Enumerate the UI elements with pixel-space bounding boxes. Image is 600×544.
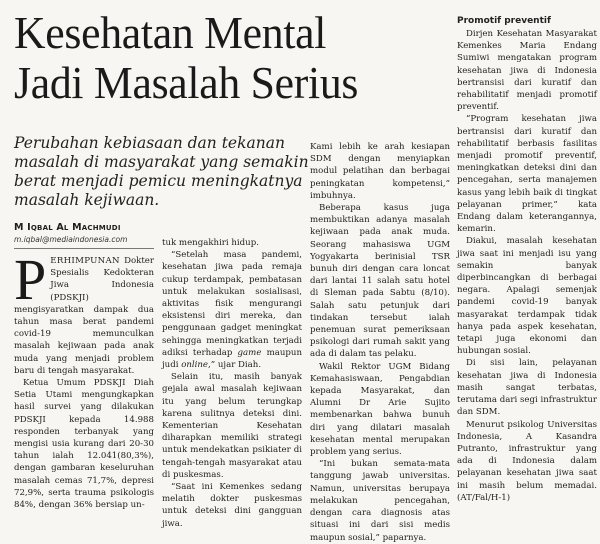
paragraph: Di sisi lain, pelayanan kesehatan jiwa di Indonesia masih sangat terbatas, terutama dari segi infrastruktur dan SDM. — [457, 358, 597, 418]
headline-line-1: Kesehatan Mental — [14, 7, 327, 58]
paragraph: “Program kesehatan jiwa bertransisi dari kuratif dan rehabilitatif berbasis fasilitas menjadi promotif preventif, meningkatkan deteksi dini dan pencegahan, serta manajemen kasus yang lebih baik di tingkat pelayanan primer,” kata Endang dalam keterangannya, kemarin. — [457, 114, 597, 235]
lead-paragraph — [14, 247, 154, 377]
paragraph: Diakui, masalah kesehatan jiwa saat ini menjadi isu yang semakin banyak diperbincangkan di berbagai negara. Apalagi semenjak pandemi covid-19 banyak masyarakat terdampak tidak hanya pada aspek kesehatan, tetapi juga ekonomi dan hubungan sosial. — [457, 236, 597, 357]
column-4 — [457, 15, 597, 504]
paragraph: Wakil Rektor UGM Bidang Kemahasiswaan, Pengabdian kepada Masyarakat, dan Alumni Dr Arie Sujito membenarkan bahwa bunuh diri yang dilatari masalah kesehatan mental merupakan problem yang serius. — [310, 361, 450, 458]
column-1 — [14, 247, 154, 511]
paragraph: Dirjen Kesehatan Masyarakat Kemenkes Maria Endang Sumiwi mengatakan program kesehatan jiwa di Indonesia bertransisi dari kuratif dan rehabilitatif menjadi promotif preventif. — [457, 29, 597, 113]
lead-text: Dokter Spesialis Kedokteran Jiwa Indonesia (PDSKJI) mengisyaratkan dampak dua tahun masa berat pandemi covid-19 memunculkan masalah kejiwaan pada anak muda yang menjadi problem baru di tengah masyarakat. — [14, 256, 154, 376]
paragraph: “Saat ini Kemenkes sedang melatih dokter puskesmas untuk deteksi dini gangguan jiwa. — [162, 482, 302, 529]
paragraph: Kami lebih ke arah kesiapan SDM dengan menyiapkan modul pelatihan dan berbagai peningkatan kompetensi,” imbuhnya. — [310, 142, 450, 201]
lead-caps: ERHIMPUNAN — [50, 256, 120, 266]
paragraph: Menurut psikolog Universitas Indonesia, A Kasandra Putranto, infrastruktur yang ada di Indonesia dalam pelayanan kesehatan jiwa saat ini masih belum memadai. (AT/Fal/H-1) — [457, 419, 597, 503]
author-email: m.iqbal@mediaindonesia.com — [14, 235, 128, 244]
section-subhead: Promotif preventif — [457, 16, 551, 26]
paragraph: Selain itu, masih banyak gejala awal masalah kejiwaan itu yang belum terungkap karena sulitnya deteksi dini. Kementerian Kesehatan diharapkan memiliki strategi untuk mendekatkan psikiater di tengah-tengah masyarakat atau di puskesmas. — [162, 372, 302, 480]
paragraph: “Ini bukan semata-mata tanggung jawab universitas. Namun, universitas berupaya melakukan pencegahan, dengan cara diagnosis atas situasi ini dari sisi medis maupun sosial,” paparnya. — [310, 459, 450, 543]
quote-text: “Setelah masa pandemi, kesehatan jiwa pada remaja cukup terdampak, pembatasan untuk melakukan sosialisasi, aktivitas fisik mengurangi eksistensi diri mereka, dan penggunaan gadget meningkat sehingga meningkatkan terjadi adiksi terhadap — [162, 250, 302, 358]
paragraph: Beberapa kasus juga membuktikan adanya masalah kejiwaan pada anak muda. Seorang mahasiswa UGM Yogyakarta berinisial TSR bunuh diri dengan cara loncat dari lantai 11 salah satu hotel di Sleman pada Sabtu (8/10). Salah satu petunjuk dari tindakan tersebut ialah penemuan surat pemeriksaan psikologi dari rumah sakit yang ada di dalam tas pelaku. — [310, 203, 450, 360]
italic-game: game — [237, 347, 262, 358]
quote-text: maupun judi — [162, 347, 302, 371]
paragraph: tuk mengakhiri hidup. — [162, 238, 259, 248]
drop-cap: P — [14, 247, 47, 312]
column-3 — [310, 141, 450, 544]
column-2 — [162, 237, 302, 530]
headline-line-2: Jadi Masalah Serius — [14, 57, 359, 108]
quote-text: ,” ujar Diah. — [208, 360, 262, 371]
deck-subtitle: Perubahan kebiasaan dan tekanan masalah di masyarakat yang semakin berat menjadi pemicu meningkatnya masalah kejiwaan. — [14, 134, 309, 209]
byline — [14, 222, 154, 244]
author-name: M Iqbal Al Machmudi — [14, 222, 121, 233]
paragraph — [162, 249, 302, 371]
paragraph: Ketua Umum PDSKJI Diah Setia Utami mengungkapkan hasil survei yang dilakukan PDSKJI kepada 14.988 responden terbanyak yang mengisi usia kurang dari 20-30 tahun ialah 12.041(80,3%), dengan gambaran keseluruhan masalah cemas 71,7%, depresi 72,9%, serta trauma psikologis 84%, dengan 36% bersiap un- — [14, 378, 154, 511]
italic-online: online — [181, 360, 209, 371]
headline — [14, 8, 432, 108]
